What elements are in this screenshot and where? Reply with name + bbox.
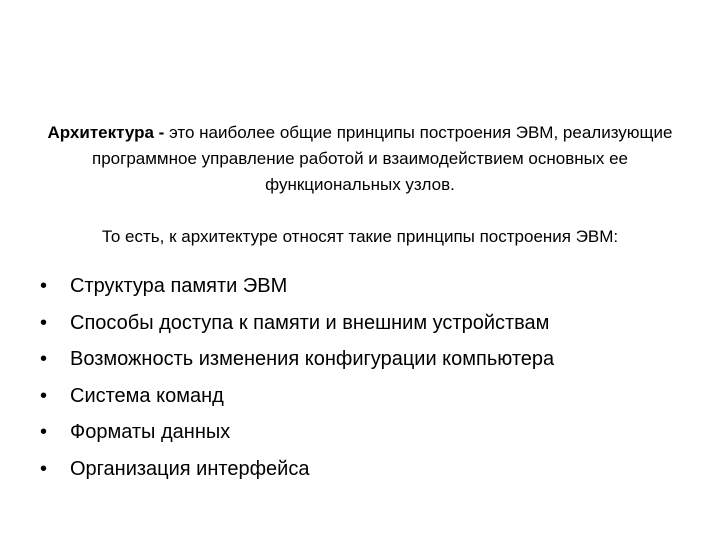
list-item-label: Способы доступа к памяти и внешним устройствам (70, 311, 550, 334)
lead-paragraph: То есть, к архитектуре относят такие принципы построения ЭВМ: (101, 227, 619, 246)
intro-block (40, 120, 680, 250)
bullet-icon: • (40, 275, 48, 297)
bullet-icon: • (40, 421, 48, 443)
list-item (40, 268, 554, 305)
principles-list (40, 268, 554, 487)
definition-paragraph (40, 120, 680, 198)
list-item-label: Возможность изменения конфигурации компьютера (70, 348, 555, 370)
bullet-icon: • (40, 348, 48, 370)
bullet-icon: • (40, 457, 48, 480)
bullet-icon: • (40, 311, 48, 334)
list-item-label: Организация интерфейса (70, 457, 310, 480)
list-item (40, 341, 554, 378)
list-item (40, 305, 554, 342)
bullet-icon: • (40, 384, 48, 407)
list-item-label: Структура памяти ЭВМ (70, 275, 288, 297)
definition-text: это наиболее общие принципы построения ЭВМ, реализующие программное управление работой и взаимодействием основных ее функциональных узлов. (92, 123, 673, 194)
paragraph-spacer (40, 198, 680, 224)
list-item-label: Система команд (70, 384, 224, 407)
list-item (40, 414, 554, 451)
list-item (40, 378, 554, 415)
list-item (40, 451, 554, 488)
list-item-label: Форматы данных (70, 421, 231, 443)
definition-term: Архитектура - (47, 123, 165, 142)
